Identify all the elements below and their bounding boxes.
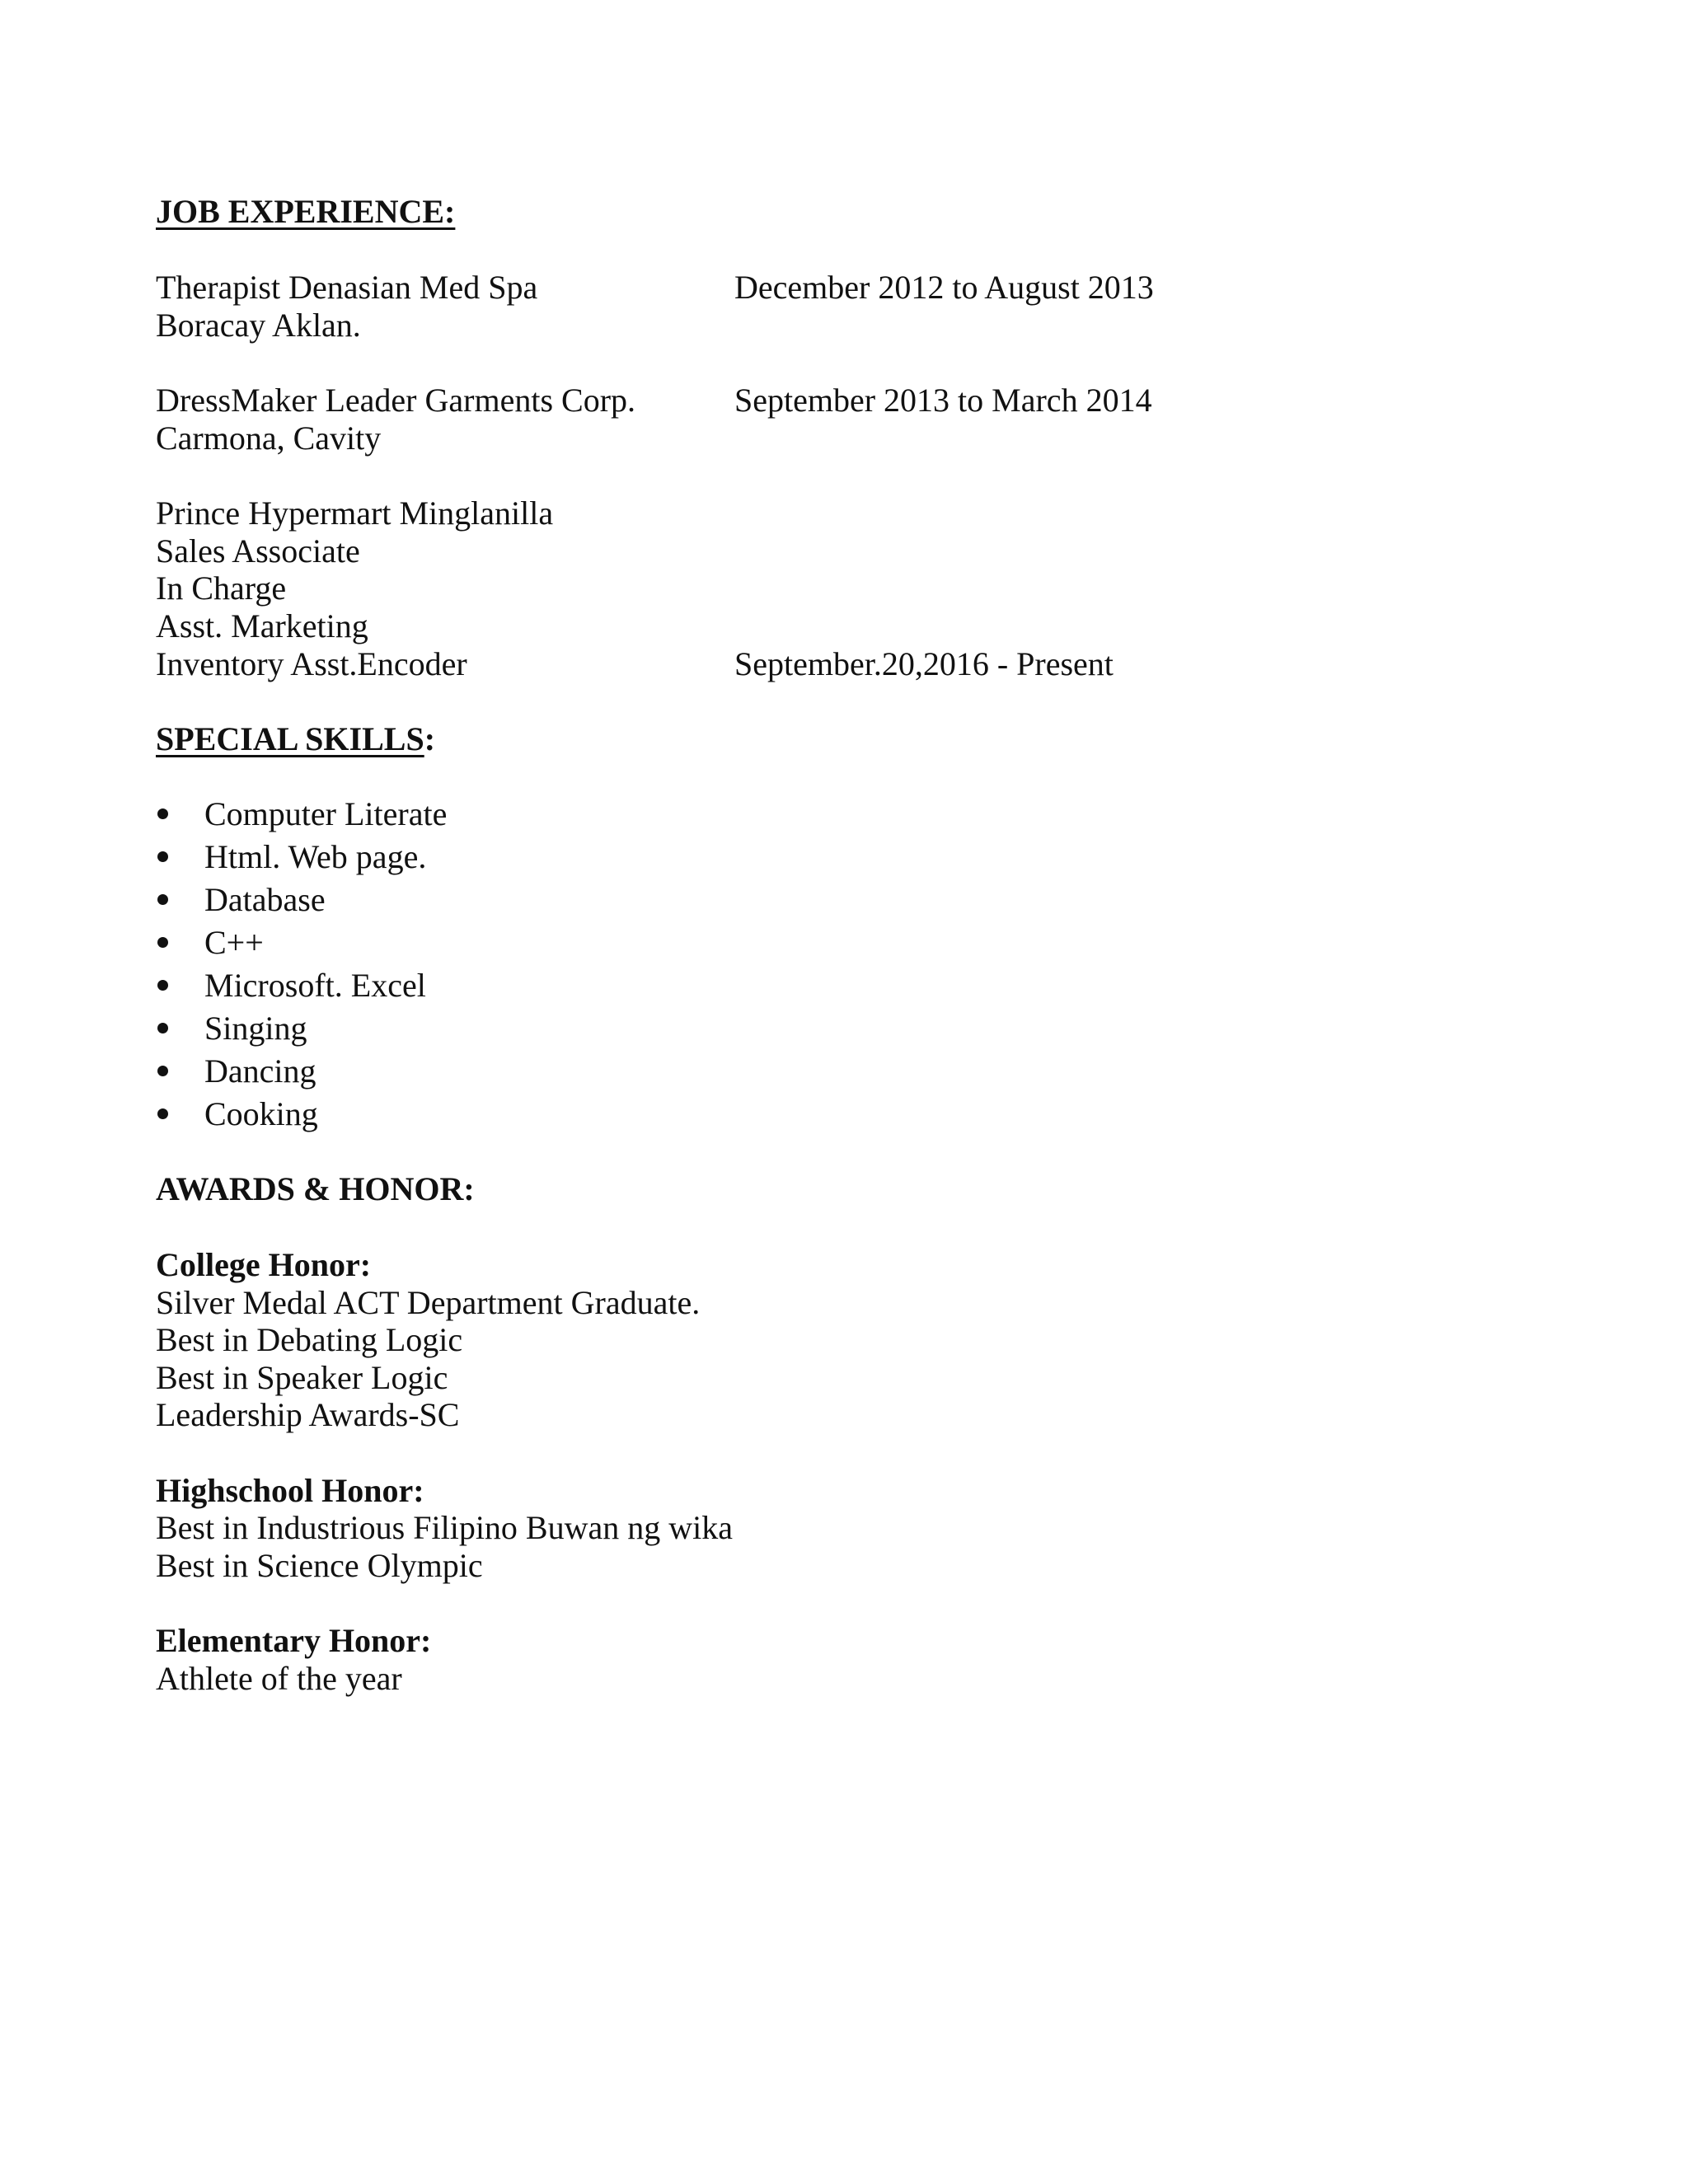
skill-item: Database xyxy=(204,881,326,918)
college-honor-title: College Honor: xyxy=(156,1246,372,1283)
elementary-honor-title: Elementary Honor: xyxy=(156,1622,432,1659)
bullet-icon xyxy=(157,937,168,948)
skill-item: Html. Web page. xyxy=(204,838,427,875)
skill-item: C++ xyxy=(204,924,264,961)
job-2-title: DressMaker Leader Garments Corp. xyxy=(156,382,636,419)
skill-item: Microsoft. Excel xyxy=(204,967,426,1004)
special-skills-heading xyxy=(156,720,435,758)
bullet-icon xyxy=(157,1108,168,1119)
job-2-location: Carmona, Cavity xyxy=(156,419,382,457)
skill-item: Computer Literate xyxy=(204,795,448,832)
bullet-icon xyxy=(157,808,168,819)
college-honor-item: Best in Debating Logic xyxy=(156,1321,463,1358)
elementary-honor-item: Athlete of the year xyxy=(156,1660,402,1697)
bullet-icon xyxy=(157,851,168,862)
special-skills-heading-text: SPECIAL SKILLS xyxy=(156,720,424,757)
job-3-role-1: Sales Associate xyxy=(156,532,360,569)
job-2-date: September 2013 to March 2014 xyxy=(734,382,1152,419)
job-3-role-4: Inventory Asst.Encoder xyxy=(156,645,467,682)
college-honor-item: Silver Medal ACT Department Graduate. xyxy=(156,1284,701,1321)
highschool-honor-item: Best in Industrious Filipino Buwan ng wika xyxy=(156,1509,733,1546)
skill-item: Cooking xyxy=(204,1095,318,1132)
job-3-role-2: In Charge xyxy=(156,569,287,607)
college-honor-item: Best in Speaker Logic xyxy=(156,1359,448,1396)
bullet-icon xyxy=(157,980,168,991)
skill-item: Dancing xyxy=(204,1052,316,1090)
awards-heading: AWARDS & HONOR: xyxy=(156,1170,475,1207)
job-1-location: Boracay Aklan. xyxy=(156,307,361,344)
bullet-icon xyxy=(157,894,168,905)
job-3-role-3: Asst. Marketing xyxy=(156,607,368,644)
bullet-icon xyxy=(157,1023,168,1033)
college-honor-item: Leadership Awards-SC xyxy=(156,1396,460,1433)
bullet-icon xyxy=(157,1066,168,1076)
job-1-date: December 2012 to August 2013 xyxy=(734,269,1154,306)
job-3-employer: Prince Hypermart Minglanilla xyxy=(156,494,554,532)
highschool-honor-title: Highschool Honor: xyxy=(156,1472,424,1509)
job-3-date: September.20,2016 - Present xyxy=(734,645,1114,682)
skill-item: Singing xyxy=(204,1010,307,1047)
job-1-title: Therapist Denasian Med Spa xyxy=(156,269,538,306)
highschool-honor-item: Best in Science Olympic xyxy=(156,1547,483,1584)
job-experience-heading: JOB EXPERIENCE: xyxy=(156,193,456,230)
special-skills-heading-colon: : xyxy=(424,720,436,757)
